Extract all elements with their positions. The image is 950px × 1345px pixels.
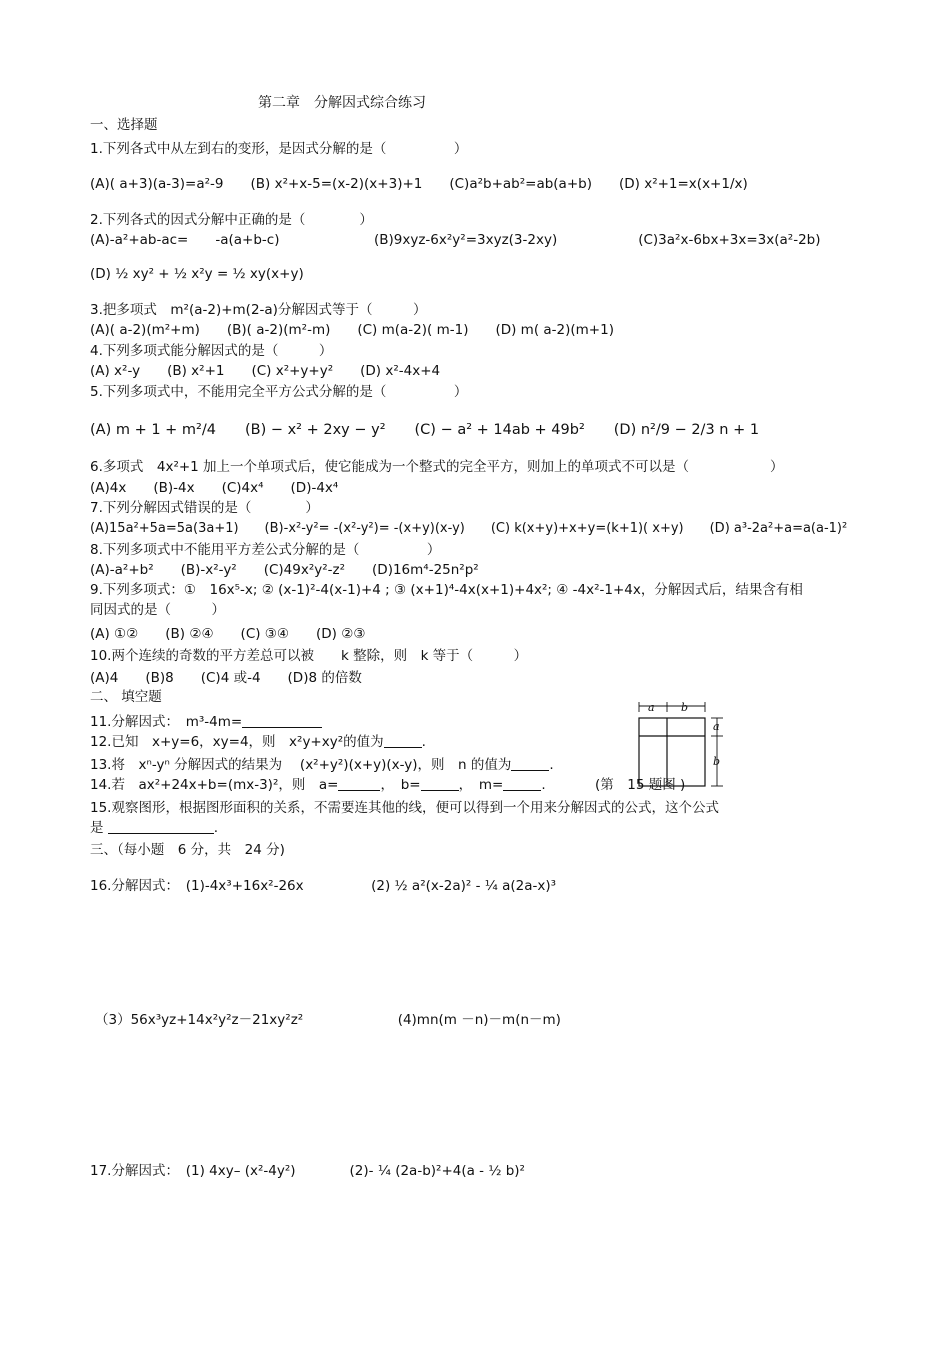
answer-blank-14-m[interactable]	[503, 778, 541, 791]
question-11	[90, 714, 322, 730]
question-12-text: 12.已知 x+y=6，xy=4，则 x²y+xy²的值为	[90, 734, 384, 750]
question-16-parts-3-4: （3）56x³yz+14x²y²z－21xy²z² (4)mn(m －n)－m(n－m)	[95, 1012, 561, 1028]
question-15-continued: 是 .	[90, 820, 219, 836]
question-13: 13.将 xⁿ-yⁿ 分解因式的结果为 (x²+y²)(x+y)(x-y)，则 n 的值为 .	[90, 757, 554, 773]
question-9-continued: 同因式的是（ ）	[90, 602, 225, 618]
section-choice-heading: 一、选择题	[90, 117, 158, 133]
figure-label-b-top: b	[681, 701, 689, 714]
answer-blank-14-b[interactable]	[421, 778, 459, 791]
question-10: 10.两个连续的奇数的平方差总可以被 k 整除，则 k 等于（ ）	[90, 648, 528, 664]
question-12: 12.已知 x+y=6，xy=4，则 x²y+xy²的值为 .	[90, 734, 426, 750]
question-10-options: (A)4 (B)8 (C)4 或-4 (D)8 的倍数	[90, 670, 362, 686]
question-14-text-a: 14.若 ax²+24x+b=(mx-3)²，则 a=	[90, 777, 339, 793]
question-16: 16.分解因式： (1)-4x³+16x²-26x (2) ½ a²(x-2a)² - ¼ a(2a-x)³	[90, 878, 557, 894]
figure-label-a-side: a	[713, 720, 720, 733]
answer-blank-11[interactable]	[242, 715, 322, 728]
question-9: 9.下列多项式：① 16x⁵-x; ② (x-1)²-4(x-1)+4 ; ③ (x+1)⁴-4x(x+1)+4x²; ④ -4x²-1+4x，分解因式后，结果含有相	[90, 582, 803, 598]
answer-blank-14-a[interactable]	[338, 778, 380, 791]
answer-blank-13[interactable]	[511, 758, 549, 771]
question-6: 6.多项式 4x²+1 加上一个单项式后，使它能成为一个整式的完全平方，则加上的单项式不可以是（ ）	[90, 459, 784, 475]
section-fill-heading: 二、 填空题	[90, 689, 162, 705]
question-4: 4.下列多项式能分解因式的是（ ）	[90, 343, 333, 359]
question-5: 5.下列多项式中，不能用完全平方公式分解的是（ ）	[90, 384, 468, 400]
answer-blank-15[interactable]	[108, 821, 214, 834]
question-1-options: (A)( a+3)(a-3)=a²-9 (B) x²+x-5=(x-2)(x+3)+1 (C)a²b+ab²=ab(a+b) (D) x²+1=x(x+1/x)	[90, 176, 748, 192]
question-17: 17.分解因式： (1) 4xy– (x²-4y²) (2)- ¼ (2a-b)²+4(a - ½ b)²	[90, 1163, 525, 1179]
question-14	[90, 777, 546, 793]
question-4-options: (A) x²-y (B) x²+1 (C) x²+y+y² (D) x²-4x+4	[90, 363, 441, 379]
question-11-text: 11.分解因式： m³-4m=	[90, 714, 243, 730]
figure-label-b-side: b	[713, 755, 721, 768]
question-6-options: (A)4x (B)-4x (C)4x⁴ (D)-4x⁴	[90, 480, 339, 496]
question-14-text-c: ， m=	[458, 777, 504, 793]
figure-15-caption: (第 15 题图 )	[595, 777, 686, 793]
figure-label-a-top: a	[648, 701, 655, 714]
question-5-options: (A) m + 1 + m²/4 (B) − x² + 2xy − y² (C) − a² + 14ab + 49b² (D) n²/9 − 2/3 n + 1	[90, 422, 760, 438]
question-8-options: (A)-a²+b² (B)-x²-y² (C)49x²y²-z² (D)16m⁴-25n²p²	[90, 562, 479, 578]
figure-15-grid	[637, 700, 727, 790]
question-9-options: (A) ①② (B) ②④ (C) ③④ (D) ②③	[90, 626, 366, 642]
question-3: 3.把多项式 m²(a-2)+m(2-a)分解因式等于（ ）	[90, 302, 427, 318]
question-7: 7.下列分解因式错误的是（ ）	[90, 500, 319, 516]
question-3-options: (A)( a-2)(m²+m) (B)( a-2)(m²-m) (C) m(a-2)( m-1) (D) m( a-2)(m+1)	[90, 322, 614, 338]
question-2-options: (A)-a²+ab-ac= -a(a+b-c) (B)9xyz-6x²y²=3xyz(3-2xy) (C)3a²x-6bx+3x=3x(a²-2b)	[90, 232, 821, 248]
question-1: 1.下列各式中从左到右的变形，是因式分解的是（ ）	[90, 141, 468, 157]
question-15-text-b: 是	[90, 820, 104, 836]
question-2-option-d: (D) ½ xy² + ½ x²y = ½ xy(x+y)	[90, 266, 304, 282]
section-solve-heading: 三、（每小题 6 分，共 24 分)	[90, 842, 285, 858]
question-15: 15.观察图形，根据图形面积的关系，不需要连其他的线，便可以得到一个用来分解因式的公式，这个公式	[90, 800, 719, 816]
question-7-options: (A)15a²+5a=5a(3a+1) (B)-x²-y²= -(x²-y²)= -(x+y)(x-y) (C) k(x+y)+x+y=(k+1)( x+y) (D) a³-2a²+a=a(a-1)²	[90, 521, 848, 536]
question-8: 8.下列多项式中不能用平方差公式分解的是（ ）	[90, 542, 441, 558]
question-2: 2.下列各式的因式分解中正确的是（ ）	[90, 212, 373, 228]
question-13-text: 13.将 xⁿ-yⁿ 分解因式的结果为 (x²+y²)(x+y)(x-y)，则 n 的值为	[90, 757, 512, 773]
question-14-text-b: ， b=	[380, 777, 421, 793]
page-title: 第二章 分解因式综合练习	[258, 95, 426, 111]
question-14-text-d: .	[541, 777, 546, 793]
answer-blank-12[interactable]	[384, 735, 422, 748]
